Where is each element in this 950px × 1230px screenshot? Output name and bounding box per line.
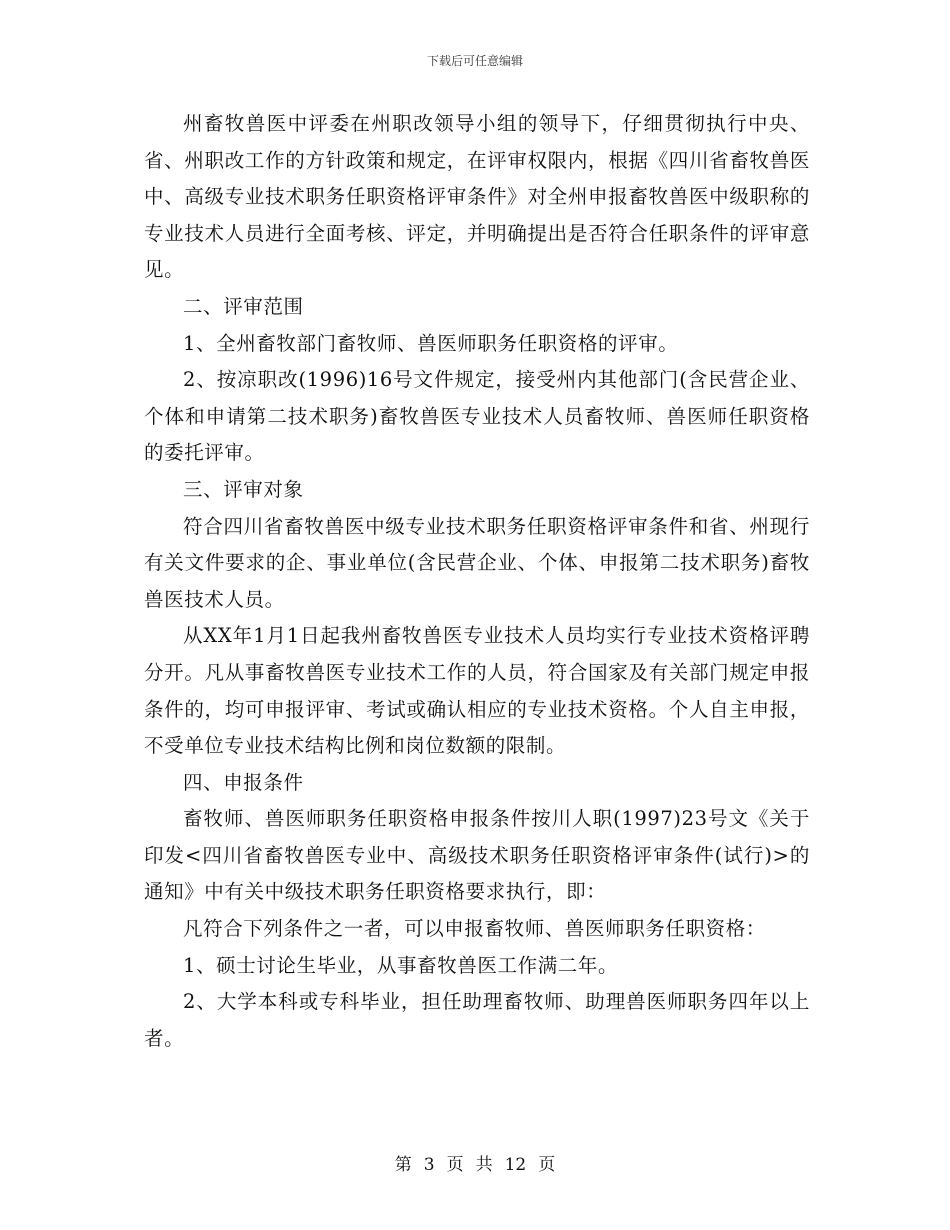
paragraph: 州畜牧兽医中评委在州职改领导小组的领导下，仔细贯彻执行中央、省、州职改工作的方针政策和规定，在评审权限内，根据《四川省畜牧兽医中、高级专业技术职务任职资格评审条件》对全州申报畜牧兽医中级职称的专业技术人员进行全面考核、评定，并明确提出是否符合任职条件的评审意见。	[144, 112, 810, 282]
total-pages: 12	[504, 1155, 527, 1175]
paragraph: 从XX年1月1日起我州畜牧兽医专业技术人员均实行专业技术资格评聘分开。凡从事畜牧兽医专业技术工作的人员，符合国家及有关部门规定申报条件的，均可申报评审、考试或确认相应的专业技术资格。个人自主申报，不受单位专业技术结构比例和岗位数额的限制。	[144, 624, 810, 758]
paragraph: 1、全州畜牧部门畜牧师、兽医师职务任职资格的评审。	[183, 331, 679, 355]
page-header	[0, 53, 950, 69]
paragraph: 2、大学本科或专科毕业，担任助理畜牧师、助理兽医师职务四年以上者。	[144, 990, 810, 1050]
footer-label-suffix: 页	[538, 1155, 556, 1175]
header-text: 下载后可任意编辑	[426, 54, 523, 68]
paragraph: 1、硕士讨论生毕业，从事畜牧兽医工作满二年。	[183, 953, 619, 977]
paragraph: 符合四川省畜牧兽医中级专业技术职务任职资格评审条件和省、州现行有关文件要求的企、事业单位(含民营企业、个体、申报第二技术职务)畜牧兽医技术人员。	[144, 514, 810, 611]
paragraph: 2、按凉职改(1996)16号文件规定，接受州内其他部门(含民营企业、个体和申请第二技术职务)畜牧兽医专业技术人员畜牧师、兽医师任职资格的委托评审。	[144, 368, 810, 465]
footer-label-total: 共	[475, 1155, 493, 1175]
document-body	[144, 106, 810, 1057]
section-heading: 三、评审对象	[183, 477, 304, 501]
paragraph: 凡符合下列条件之一者，可以申报畜牧师、兽医师职务任职资格：	[183, 917, 766, 941]
section-heading: 二、评审范围	[183, 294, 304, 318]
section-heading: 四、申报条件	[183, 770, 304, 794]
page-footer	[0, 1154, 950, 1176]
paragraph: 畜牧师、兽医师职务任职资格申报条件按川人职(1997)23号文《关于印发<四川省畜牧兽医专业中、高级技术职务任职资格评审条件(试行)>的通知》中有关中级技术职务任职资格要求执行，即：	[144, 807, 810, 904]
footer-label-page: 页	[446, 1155, 464, 1175]
page-number: 3	[423, 1155, 435, 1175]
footer-label-prefix: 第	[394, 1155, 412, 1175]
